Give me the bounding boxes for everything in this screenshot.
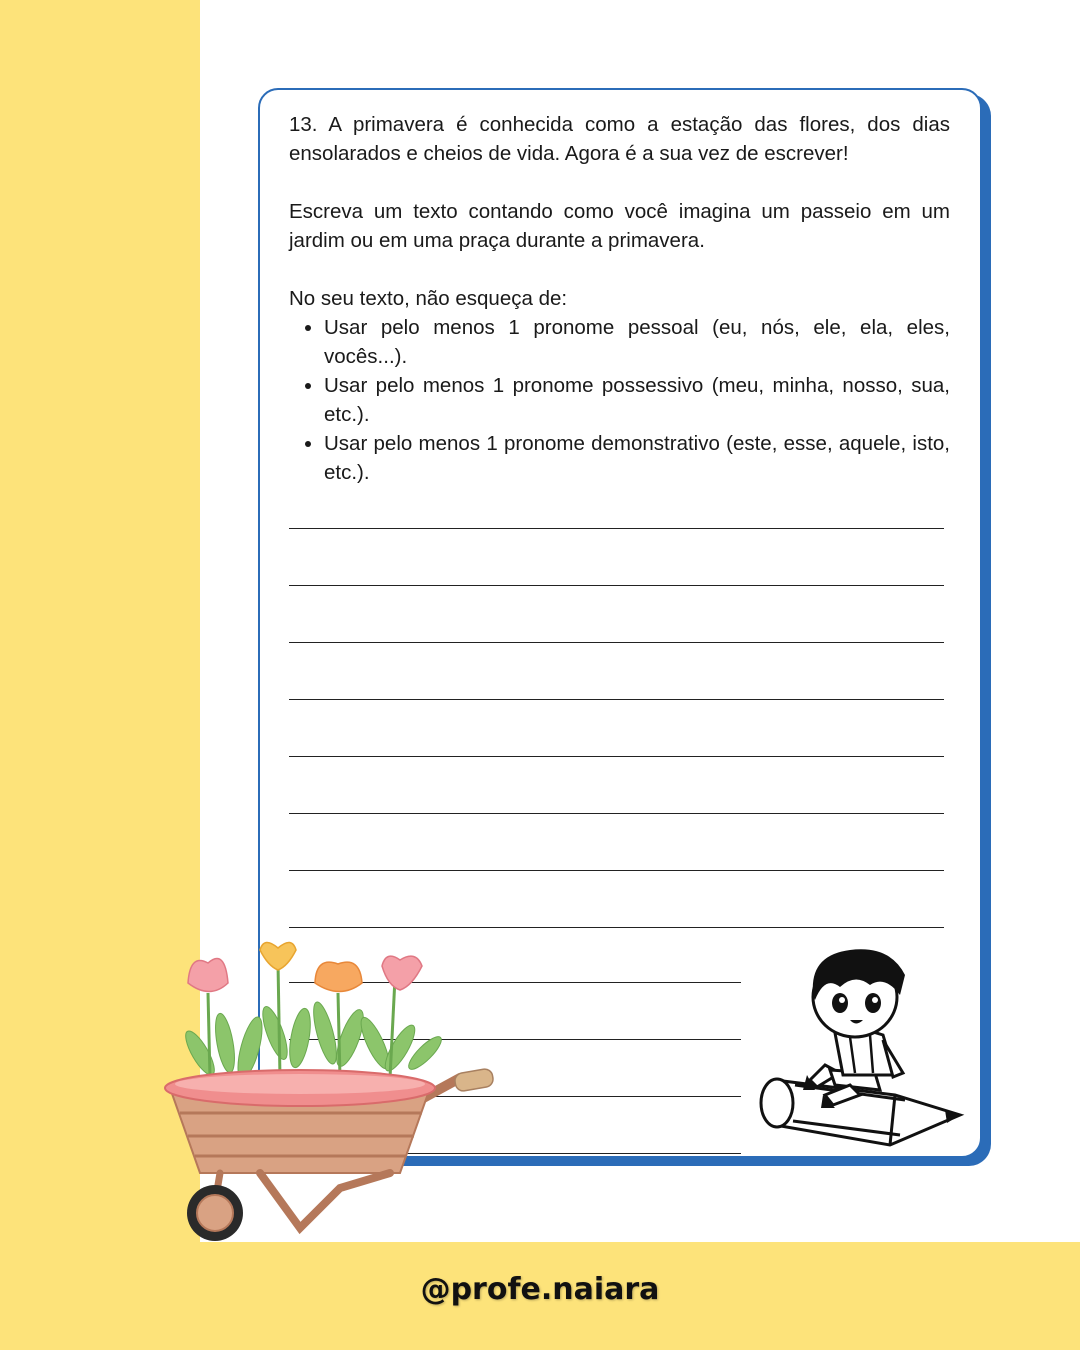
writing-line[interactable] [289, 813, 944, 814]
checklist-item: • Usar pelo menos 1 pronome demonstrativo (este, esse, aquele, isto, etc.). [324, 429, 950, 487]
writing-line[interactable] [289, 642, 944, 643]
writing-line[interactable] [289, 699, 944, 700]
checklist-item: • Usar pelo menos 1 pronome possessivo (meu, minha, nosso, sua, etc.). [324, 371, 950, 429]
author-handle[interactable]: @profe.naiara [420, 1272, 660, 1307]
writing-line[interactable] [289, 528, 944, 529]
instruction-text: Escreva um texto contando como você imagina um passeio em um jardim ou em uma praça durante a primavera. [289, 200, 950, 252]
writing-line[interactable] [289, 585, 944, 586]
boy-on-pencil-icon [755, 945, 965, 1150]
worksheet-content [289, 110, 950, 487]
question-intro: 13. A primavera é conhecida como a estação das flores, dos dias ensolarados e cheios de vida. Agora é a sua vez de escrever! [289, 113, 950, 165]
checklist-title: No seu texto, não esqueça de: [289, 287, 568, 310]
writing-line[interactable] [289, 870, 944, 871]
writing-line[interactable] [289, 927, 944, 928]
writing-line[interactable] [289, 756, 944, 757]
wheelbarrow-flowers-icon [160, 938, 500, 1248]
checklist [289, 313, 950, 487]
checklist-item: • Usar pelo menos 1 pronome pessoal (eu, nós, ele, ela, eles, vocês...). [324, 313, 950, 371]
